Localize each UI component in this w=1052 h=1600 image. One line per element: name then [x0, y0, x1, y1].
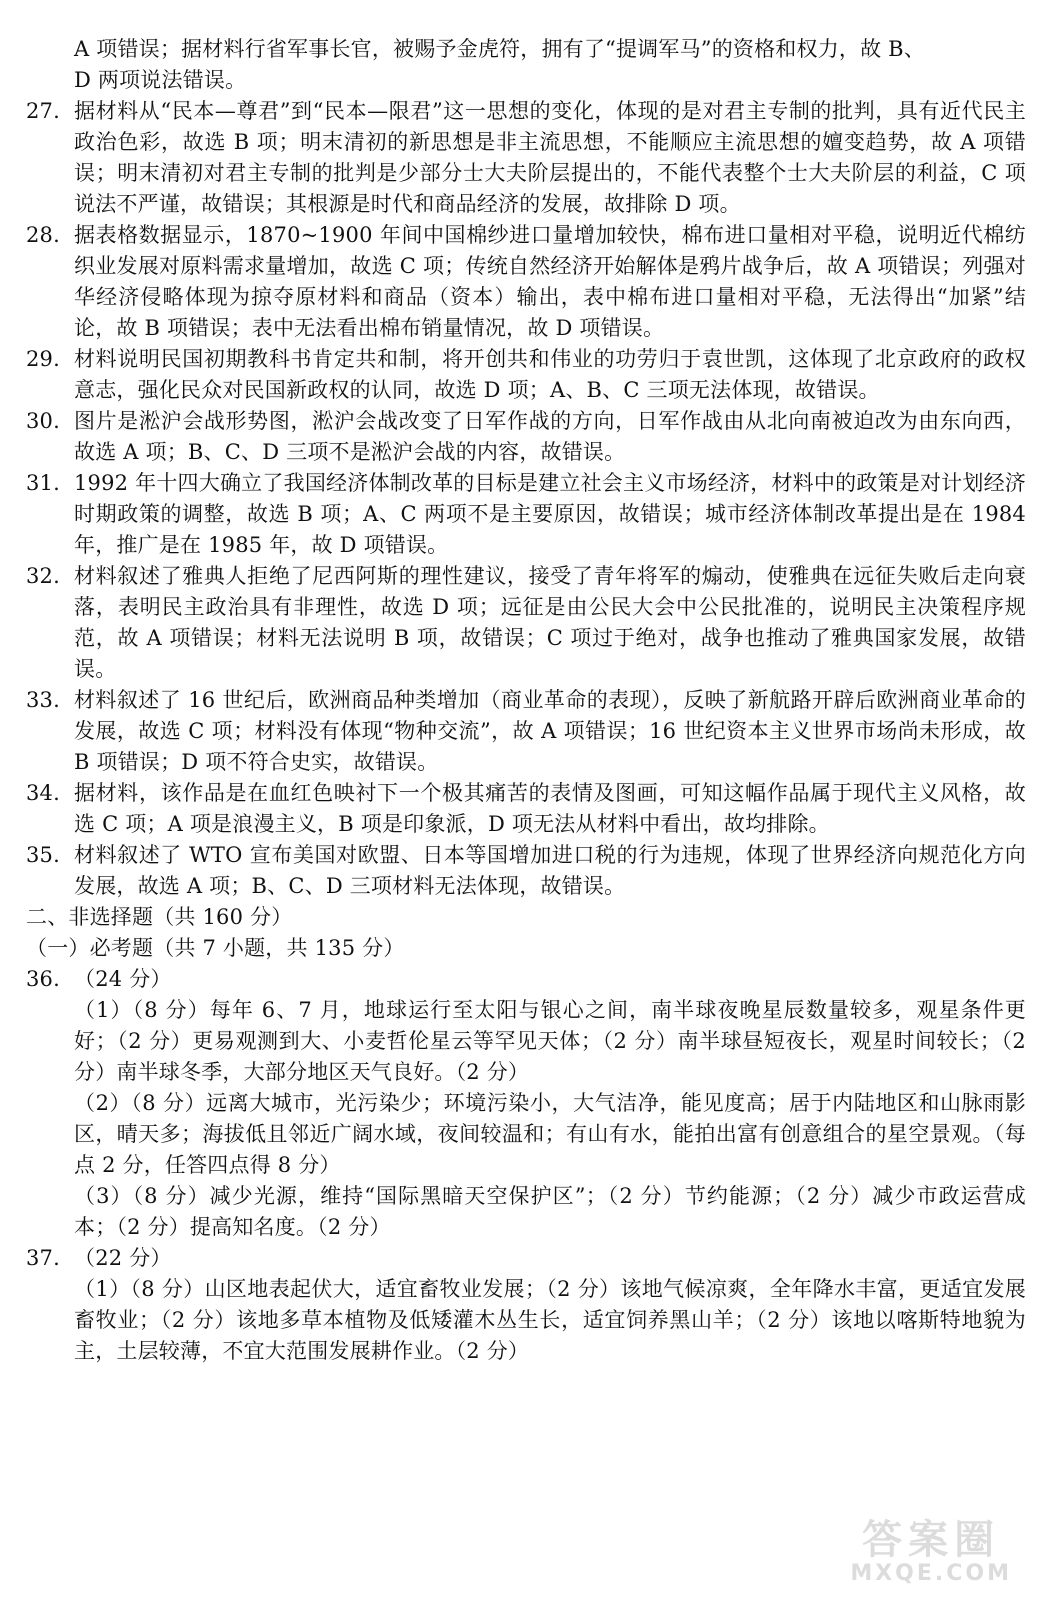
answer-item-37: [26, 1243, 1026, 1274]
item-number: 37.: [26, 1246, 60, 1270]
answer-item-31: [26, 468, 1026, 561]
item-explanation: 据表格数据显示，1870~1900 年间中国棉纱进口量增加较快，棉布进口量相对平稳，说明近代棉纺织业发展对原料需求量增加，故选 C 项；传统自然经济开始解体是鸦片战争后，故 A 项错误；列强对华经济侵略体现为掠夺原材料和商品（资本）输出，表中棉布进口量相对平稳，无法得出“加紧”结论，故 B 项错误；表中无法看出棉布销量情况，故 D 项错误。: [74, 223, 1026, 340]
answer-item-29: [26, 344, 1026, 406]
answer-item-35: [26, 840, 1026, 902]
item-explanation: 据材料，该作品是在血红色映衬下一个极其痛苦的表情及图画，可知这幅作品属于现代主义风格，故选 C 项；A 项是浪漫主义，B 项是印象派，D 项无法从材料中看出，故均排除。: [74, 781, 1026, 836]
q26-line-1: A 项错误；据材料行省军事长官，被赐予金虎符，拥有了“提调军马”的资格和权力，故 B、: [74, 37, 926, 61]
item-score: （22 分）: [74, 1246, 172, 1270]
q36-part-2: （2）（8 分）远离大城市，光污染少；环境污染小，大气洁净，能见度高；居于内陆地区和山脉雨影区，晴天多；海拔低且邻近广阔水域，夜间较温和；有山有水，能拍出富有创意组合的星空景观。（每点 2 分，任答四点得 8 分）: [74, 1091, 1026, 1177]
site-watermark-logo: [850, 1518, 1012, 1586]
answer-item-33: [26, 685, 1026, 778]
answer-item-30: [26, 406, 1026, 468]
q36-part-1: （1）（8 分）每年 6、7 月，地球运行至太阳与银心之间，南半球夜晚星辰数量较多，观星条件更好；（2 分）更易观测到大、小麦哲伦星云等罕见天体；（2 分）南半球昼短夜长，观星时间较长；（2 分）南半球冬季，大部分地区天气良好。（2 分）: [74, 998, 1026, 1084]
section-title: 二、非选择题（共 160 分）: [26, 905, 293, 929]
item-number: 29.: [26, 347, 60, 371]
item-number: 30.: [26, 409, 60, 433]
item-explanation: 图片是淞沪会战形势图，淞沪会战改变了日军作战的方向，日军作战由从北向南被迫改为由东向西，故选 A 项；B、C、D 三项不是淞沪会战的内容，故错误。: [74, 409, 1026, 464]
item-number: 34.: [26, 781, 60, 805]
q36-part-3: （3）（8 分）减少光源，维持“国际黑暗天空保护区”；（2 分）节约能源；（2 分）减少市政运营成本；（2 分）提高知名度。（2 分）: [74, 1184, 1026, 1239]
answer-item-27: [26, 96, 1026, 220]
answer-item-34: [26, 778, 1026, 840]
item-score: （24 分）: [74, 967, 172, 991]
item-number: 27.: [26, 99, 60, 123]
answer-item-36: [26, 964, 1026, 995]
answer-item-32: [26, 561, 1026, 685]
item-number: 28.: [26, 223, 60, 247]
item-explanation: 材料叙述了雅典人拒绝了尼西阿斯的理性建议，接受了青年将军的煽动，使雅典在远征失败后走向衰落，表明民主政治具有非理性，故选 D 项；远征是由公民大会中公民批准的，说明民主决策程序规范，故 A 项错误；材料无法说明 B 项，故错误；C 项过于绝对，战争也推动了雅典国家发展，故错误。: [74, 564, 1026, 681]
section-subtitle: （一）必考题（共 7 小题，共 135 分）: [26, 936, 405, 960]
item-explanation: 材料叙述了 WTO 宣布美国对欧盟、日本等国增加进口税的行为违规，体现了世界经济向规范化方向发展，故选 A 项；B、C、D 三项材料无法体现，故错误。: [74, 843, 1026, 898]
item-explanation: 据材料从“民本—尊君”到“民本—限君”这一思想的变化，体现的是对君主专制的批判，具有近代民主政治色彩，故选 B 项；明末清初的新思想是非主流思想，不能顺应主流思想的嬗变趋势，故 A 项错误；明末清初对君主专制的批判是少部分士大夫阶层提出的，不能代表整个士大夫阶层的利益，C 项说法不严谨，故错误；其根源是时代和商品经济的发展，故排除 D 项。: [74, 99, 1026, 216]
item-explanation: 材料说明民国初期教科书肯定共和制，将开创共和伟业的功劳归于袁世凯，这体现了北京政府的政权意志，强化民众对民国新政权的认同，故选 D 项；A、B、C 三项无法体现，故错误。: [74, 347, 1026, 402]
watermark-url-text: MXQE.COM: [850, 1561, 1012, 1586]
item-number: 36.: [26, 967, 60, 991]
q26-line-2: D 两项说法错误。: [74, 68, 247, 92]
item-explanation: 1992 年十四大确立了我国经济体制改革的目标是建立社会主义市场经济，材料中的政策是对计划经济时期政策的调整，故选 B 项；A、C 两项不是主要原因，故错误；城市经济体制改革提出是在 1984 年，推广是在 1985 年，故 D 项错误。: [74, 471, 1026, 557]
q37-part-1: （1）（8 分）山区地表起伏大，适宜畜牧业发展；（2 分）该地气候凉爽，全年降水丰富，更适宜发展畜牧业；（2 分）该地多草本植物及低矮灌木丛生长，适宜饲养黑山羊；（2 分）该地以喀斯特地貌为主，土层较薄，不宜大范围发展耕作业。（2 分）: [74, 1277, 1026, 1363]
item-number: 35.: [26, 843, 60, 867]
item-explanation: 材料叙述了 16 世纪后，欧洲商品种类增加（商业革命的表现），反映了新航路开辟后欧洲商业革命的发展，故选 C 项；材料没有体现“物种交流”，故 A 项错误；16 世纪资本主义世界市场尚未形成，故 B 项错误；D 项不符合史实，故错误。: [74, 688, 1026, 774]
item-number: 32.: [26, 564, 60, 588]
item-number: 31.: [26, 471, 60, 495]
answer-item-28: [26, 220, 1026, 344]
item-number: 33.: [26, 688, 60, 712]
q26-continuation: [26, 34, 1026, 96]
watermark-main-text: 答案圈: [862, 1517, 1001, 1563]
answer-content: [26, 34, 1026, 1367]
